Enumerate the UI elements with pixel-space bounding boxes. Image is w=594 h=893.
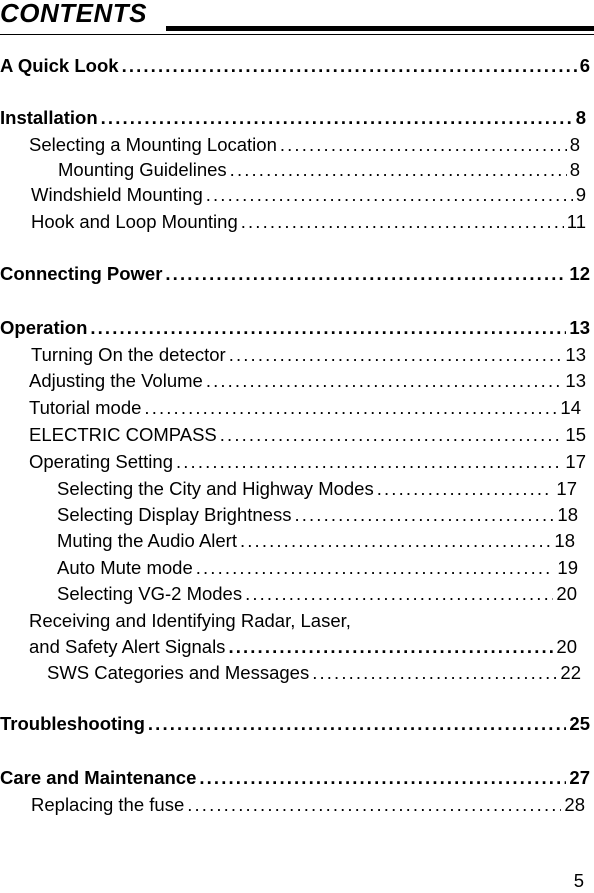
- toc-entry-page: 13: [565, 370, 586, 391]
- toc-entry-receiving-signals-line1: Receiving and Identifying Radar, Laser,: [29, 610, 351, 631]
- toc-entry-turning-on[interactable]: [31, 343, 586, 367]
- toc-entry-operating-setting[interactable]: [29, 450, 586, 474]
- toc-entry-page: 6: [579, 55, 590, 76]
- toc-entry-label: Selecting a Mounting Location: [29, 134, 277, 155]
- toc-entry-page: 8: [569, 134, 580, 155]
- toc-entry-label: Selecting the City and Highway Modes: [57, 478, 374, 499]
- toc-entry-page: 13: [569, 317, 590, 338]
- toc-entry-label: Connecting Power: [0, 263, 163, 284]
- toc-entry-tutorial-mode[interactable]: [29, 396, 581, 420]
- toc-entry-label: Muting the Audio Alert: [57, 530, 237, 551]
- toc-entry-replacing-fuse[interactable]: [31, 793, 585, 817]
- toc-entry-page: 15: [565, 424, 586, 445]
- toc-entry-label: SWS Categories and Messages: [47, 662, 310, 683]
- toc-entry-electric-compass[interactable]: [29, 423, 586, 447]
- title-rule-thin: [0, 34, 594, 35]
- toc-entry-page: 18: [557, 504, 578, 525]
- title-rule-thick: [166, 26, 594, 31]
- toc-entry-installation[interactable]: [0, 106, 586, 130]
- toc-entry-label: Adjusting the Volume: [29, 370, 203, 391]
- toc-entry-label: Windshield Mounting: [31, 184, 203, 205]
- toc-entry-a-quick-look[interactable]: [0, 54, 590, 78]
- page-title: CONTENTS: [0, 0, 147, 28]
- toc-entry-label: Troubleshooting: [0, 713, 145, 734]
- toc-entry-page: 14: [560, 397, 581, 418]
- toc-entry-label: Installation: [0, 107, 98, 128]
- toc-entry-label: Selecting Display Brightness: [57, 504, 292, 525]
- toc-entry-hook-and-loop-mounting[interactable]: [31, 210, 586, 234]
- toc-entry-care-and-maintenance[interactable]: [0, 766, 590, 790]
- toc-entry-troubleshooting[interactable]: [0, 712, 590, 736]
- toc-entry-operation[interactable]: [0, 316, 590, 340]
- toc-entry-page: 28: [564, 794, 585, 815]
- toc-entry-page: 20: [556, 583, 577, 604]
- toc-entry-page: 18: [554, 530, 575, 551]
- toc-entry-selecting-mounting-location[interactable]: [29, 133, 580, 157]
- toc-entry-label: Operation: [0, 317, 88, 338]
- toc-entry-page: 17: [556, 478, 577, 499]
- toc-entry-label: Mounting Guidelines: [58, 159, 227, 180]
- toc-entry-auto-mute-mode[interactable]: [57, 556, 578, 580]
- toc-entry-label: Turning On the detector: [31, 344, 226, 365]
- toc-entry-windshield-mounting[interactable]: [31, 183, 586, 207]
- toc-entry-vg2-modes[interactable]: [57, 582, 577, 606]
- toc-entry-connecting-power[interactable]: [0, 262, 590, 286]
- toc-entry-page: 17: [565, 451, 586, 472]
- toc-entry-page: 9: [575, 184, 586, 205]
- toc-entry-label: and Safety Alert Signals: [29, 636, 226, 657]
- toc-entry-page: 25: [569, 713, 590, 734]
- toc-entry-city-highway-modes[interactable]: [57, 477, 577, 501]
- toc-entry-page: 27: [569, 767, 590, 788]
- toc-entry-page: 8: [569, 159, 580, 180]
- toc-entry-label: Hook and Loop Mounting: [31, 211, 238, 232]
- toc-entry-label: Care and Maintenance: [0, 767, 197, 788]
- page-number: 5: [573, 870, 584, 891]
- toc-entry-safety-alert-signals[interactable]: [29, 635, 577, 659]
- toc-entry-label: Auto Mute mode: [57, 557, 193, 578]
- toc-entry-muting-audio-alert[interactable]: [57, 529, 575, 553]
- toc-entry-adjusting-volume[interactable]: [29, 369, 586, 393]
- toc-entry-sws-categories[interactable]: [47, 661, 581, 685]
- toc-entry-label: Tutorial mode: [29, 397, 142, 418]
- toc-entry-mounting-guidelines[interactable]: [58, 158, 580, 182]
- toc-entry-page: 13: [565, 344, 586, 365]
- toc-entry-display-brightness[interactable]: [57, 503, 578, 527]
- toc-entry-page: 8: [575, 107, 586, 128]
- toc-entry-label: Replacing the fuse: [31, 794, 185, 815]
- toc-entry-label: Selecting VG-2 Modes: [57, 583, 243, 604]
- toc-entry-page: 20: [556, 636, 577, 657]
- toc-entry-label: ELECTRIC COMPASS: [29, 424, 217, 445]
- toc-entry-page: 11: [566, 211, 586, 232]
- toc-entry-label: A Quick Look: [0, 55, 119, 76]
- toc-entry-page: 12: [569, 263, 590, 284]
- toc-entry-label: Operating Setting: [29, 451, 173, 472]
- toc-entry-page: 22: [560, 662, 581, 683]
- toc-entry-page: 19: [557, 557, 578, 578]
